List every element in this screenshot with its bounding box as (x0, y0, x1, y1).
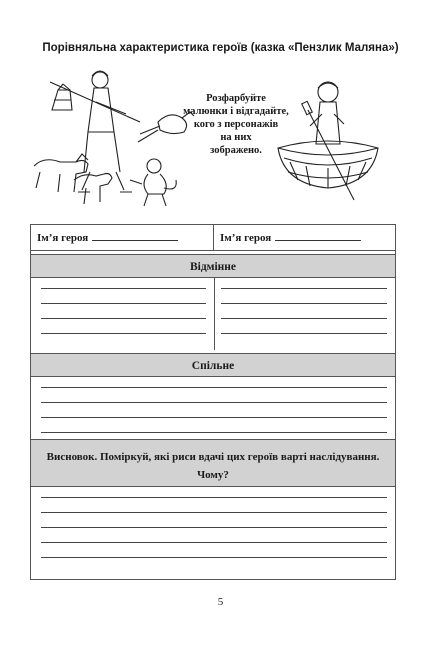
conclusion-why: Чому? (197, 469, 229, 481)
answer-line[interactable] (41, 432, 387, 433)
answer-line[interactable] (221, 288, 387, 289)
answer-line[interactable] (41, 557, 387, 558)
differences-header: Відмінне (31, 254, 395, 278)
conclusion-question: Висновок. Поміркуй, які риси вдачі цих героїв варті наслідування. (46, 451, 380, 463)
answer-line[interactable] (41, 402, 387, 403)
answer-line[interactable] (41, 417, 387, 418)
answer-line[interactable] (41, 527, 387, 528)
hero-name-right-blank[interactable] (275, 226, 361, 241)
answer-line[interactable] (41, 512, 387, 513)
hero-name-left-blank[interactable] (92, 226, 178, 241)
hero-names-row (31, 225, 395, 251)
hero-name-right-cell (214, 225, 397, 251)
answer-line[interactable] (41, 387, 387, 388)
answer-line[interactable] (221, 318, 387, 319)
boy-in-boat-illustration (270, 72, 385, 202)
answer-line[interactable] (221, 303, 387, 304)
coloring-instruction: Розфарбуйте малюнки і відгадайте, кого з персонажів на них зображено. (183, 93, 289, 156)
answer-line[interactable] (41, 318, 206, 319)
page-number: 5 (217, 596, 224, 608)
common-area (31, 377, 395, 441)
common-header: Спільне (31, 353, 395, 377)
conclusion-header (31, 439, 395, 487)
answer-line[interactable] (41, 497, 387, 498)
conclusion-area (31, 487, 395, 579)
answer-line[interactable] (41, 303, 206, 304)
differences-divider (214, 278, 215, 350)
comparison-table (30, 224, 396, 580)
hero-name-left-label: Ім’я героя (37, 232, 89, 244)
differences-area (31, 278, 395, 350)
answer-line[interactable] (41, 542, 387, 543)
answer-line[interactable] (41, 288, 206, 289)
answer-line[interactable] (41, 333, 206, 334)
worksheet-title: Порівняльна характеристика героїв (казка «Пензлик Маляна») (42, 42, 399, 54)
hero-name-right-label: Ім’я героя (220, 232, 272, 244)
hero-name-left-cell (31, 225, 214, 251)
answer-line[interactable] (221, 333, 387, 334)
